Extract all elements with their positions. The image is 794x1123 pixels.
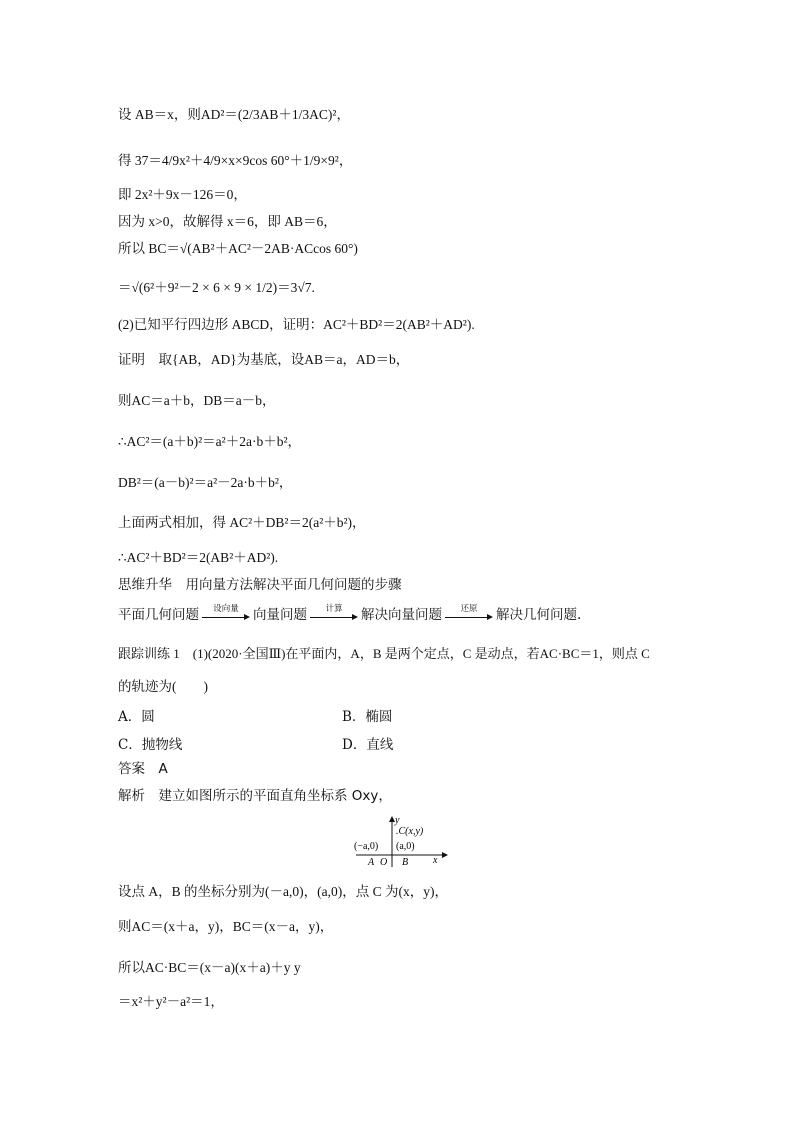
origin-label: O bbox=[380, 857, 388, 868]
line-3: 即 2x²＋9x－126＝0， bbox=[118, 187, 247, 202]
coordinate-figure bbox=[350, 815, 450, 871]
line-9: 则AC＝a＋b，DB＝a－b， bbox=[118, 393, 276, 408]
line-7: (2)已知平行四边形 ABCD，证明：AC²＋BD²＝2(AB²＋AD²). bbox=[118, 317, 475, 332]
flow-arrow-label-1: 设向量 bbox=[213, 603, 239, 614]
line-2: 得 37＝4/9x²＋4/9×x×9cos 60°＋1/9×9²， bbox=[118, 153, 353, 168]
point-c-label: .C(x,y) bbox=[396, 826, 424, 837]
arrow-right-icon bbox=[202, 614, 250, 622]
line-4: 因为 x>0，故解得 x＝6，即 AB＝6， bbox=[118, 214, 337, 229]
option-a: A．圆 bbox=[118, 709, 155, 725]
neg-a-label: (−a,0) bbox=[354, 841, 379, 852]
tail-line-2: 则AC＝(x＋a，y)，BC＝(x－a，y)， bbox=[118, 919, 334, 934]
point-a-label: A bbox=[368, 857, 375, 868]
tail-line-4: ＝x²＋y²－a²＝1， bbox=[118, 994, 224, 1009]
summary-heading: 思维升华 用向量方法解决平面几何问题的步骤 bbox=[118, 577, 402, 593]
line-6: ＝√(6²＋9²－2 × 6 × 9 × 1/2)＝3√7. bbox=[118, 280, 315, 295]
tail-line-3: 所以AC·BC＝(x－a)(x＋a)＋y y bbox=[118, 960, 301, 975]
arrow-right-icon bbox=[310, 614, 358, 622]
x-label: x bbox=[433, 855, 438, 866]
line-8-proof: 证明 取{AB，AD}为基底，设AB＝a，AD＝b， bbox=[118, 352, 410, 367]
x-axis-arrow-icon bbox=[442, 852, 448, 858]
option-c: C．抛物线 bbox=[118, 737, 183, 753]
point-b-label: B bbox=[402, 857, 409, 868]
method-flow bbox=[118, 603, 581, 623]
tail-line-1: 设点 A，B 的坐标分别为(－a,0)，(a,0)，点 C 为(x，y)， bbox=[118, 884, 448, 899]
line-5: 所以 BC＝√(AB²＋AC²－2AB·ACcos 60°) bbox=[118, 241, 358, 256]
line-11: DB²＝(a－b)²＝a²－2a·b＋b²， bbox=[118, 475, 293, 490]
flow-arrow-label-2: 计算 bbox=[325, 603, 343, 614]
line-12: 上面两式相加，得 AC²＋DB²＝2(a²＋b²)， bbox=[118, 515, 366, 530]
line-1: 设 AB＝x，则AD²＝(2/3AB＋1/3AC)²， bbox=[118, 107, 350, 122]
exercise-stem-1: 跟踪训练 1 (1)(2020·全国Ⅲ)在平面内，A，B 是两个定点，C 是动点，若AC·BC＝1，则点 C bbox=[118, 646, 650, 661]
y-label: y bbox=[395, 815, 400, 826]
pos-a-label: (a,0) bbox=[396, 841, 415, 852]
exercise-stem-2: 的轨迹为( ) bbox=[118, 679, 208, 694]
flow-step-4: 解决几何问题. bbox=[496, 607, 582, 623]
flow-step-3: 解决向量问题 bbox=[361, 607, 442, 623]
option-b: B．椭圆 bbox=[342, 709, 393, 725]
option-d: D．直线 bbox=[342, 737, 394, 753]
analysis-line: 解析 建立如图所示的平面直角坐标系 Oxy， bbox=[118, 788, 392, 804]
flow-arrow-1 bbox=[202, 605, 250, 622]
answer-line: 答案 A bbox=[118, 761, 168, 777]
flow-step-1: 平面几何问题 bbox=[118, 607, 199, 623]
line-13: ∴AC²＋BD²＝2(AB²＋AD²). bbox=[118, 550, 279, 565]
flow-step-2: 向量问题 bbox=[253, 607, 307, 623]
flow-arrow-3 bbox=[445, 605, 493, 622]
flow-arrow-label-3: 还原 bbox=[460, 603, 478, 614]
arrow-right-icon bbox=[445, 614, 493, 622]
flow-arrow-2 bbox=[310, 605, 358, 622]
line-10: ∴AC²＝(a＋b)²＝a²＋2a·b＋b²， bbox=[118, 434, 301, 449]
